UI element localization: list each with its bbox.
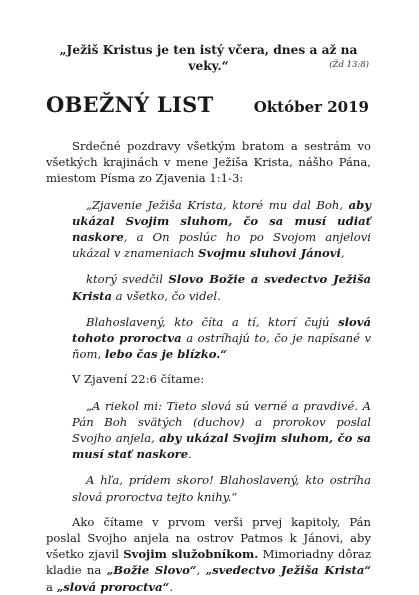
text-span: , <box>196 563 206 578</box>
letter-date: Október 2019 <box>253 98 369 116</box>
text-span: Blahoslavený, kto číta a tí, ktorí čujú <box>86 314 339 329</box>
emphasis-span: Slovo Božie a svedectvo Ježiša Krista <box>72 272 371 303</box>
text-span: ktorý svedčil <box>86 272 169 287</box>
emphasis-span: aby ukázal Svojim sluhom, čo sa musí stať naskore <box>72 431 371 462</box>
emphasis-span: aby ukázal Svojim sluhom, čo sa musí udiať naskore <box>72 197 371 245</box>
letter-header <box>46 92 369 117</box>
motto-reference: (Žd 13:8) <box>329 60 369 70</box>
text-span: Mimoriadny dôraz kladie na <box>46 547 372 578</box>
text-span: a všetko, čo videl. <box>111 288 221 303</box>
text-span: , <box>340 246 345 261</box>
emphasis-span: slová tohoto proroctva <box>72 314 371 346</box>
text-span: „A riekol mi: Tieto slová sú verné a pravdivé. A Pán Boh svätých (duchov) a prorokov poslal Svojho anjela, <box>72 398 371 446</box>
text-span: Ako čítame v prvom verši prvej kapitoly, Pán poslal Svojho anjela na ostrov Patmos k Jánovi, aby všetko zjavil <box>46 514 371 562</box>
letter-body <box>46 138 371 595</box>
text-span: a <box>46 579 57 594</box>
text-span: a ostríhajú to, čo je napísané v ňom, <box>72 331 372 362</box>
quote-paragraph-1 <box>72 197 371 262</box>
quote-paragraph-5: A hľa, prídem skoro! Blahoslavený, kto ostríha slová proroctva tejto knihy.“ <box>72 473 371 504</box>
quote-paragraph-3 <box>72 314 371 363</box>
letter-title: OBEŽNÝ LIST <box>46 92 214 117</box>
text-span: , a On poslúc ho po Svojom anjelovi ukázal v znameniach <box>72 230 371 261</box>
emphasis-span: Svojim služobníkom. <box>123 547 259 562</box>
motto-verse: „Ježiš Kristus je ten istý včera, dnes a až na veky.“ <box>59 43 358 73</box>
emphasis-span: „Božie Slovo“ <box>106 563 197 578</box>
text-span: . <box>188 447 192 462</box>
emphasis-span: „slová proroctva“ <box>56 579 170 594</box>
emphasis-span: lebo čas je blízko.“ <box>104 347 227 362</box>
emphasis-span: „svedectvo Ježiša Krista“ <box>205 563 372 578</box>
intro-paragraph: Srdečné pozdravy všetkým bratom a sestrám vo všetkých krajinách v mene Ježiša Krista, nášho Pána, miestom Písma zo Zjavenia 1:1-3: <box>46 139 371 186</box>
quote-paragraph-2 <box>72 271 371 303</box>
quote-paragraph-4 <box>72 398 371 463</box>
text-span: „Zjavenie Ježiša Krista, ktoré mu dal Boh, <box>86 197 349 212</box>
text-span: . <box>169 579 174 594</box>
reference-line: V Zjavení 22:6 čítame: <box>72 372 205 387</box>
closing-paragraph <box>46 514 371 595</box>
emphasis-span: Svojmu sluhovi Jánovi <box>198 246 341 261</box>
